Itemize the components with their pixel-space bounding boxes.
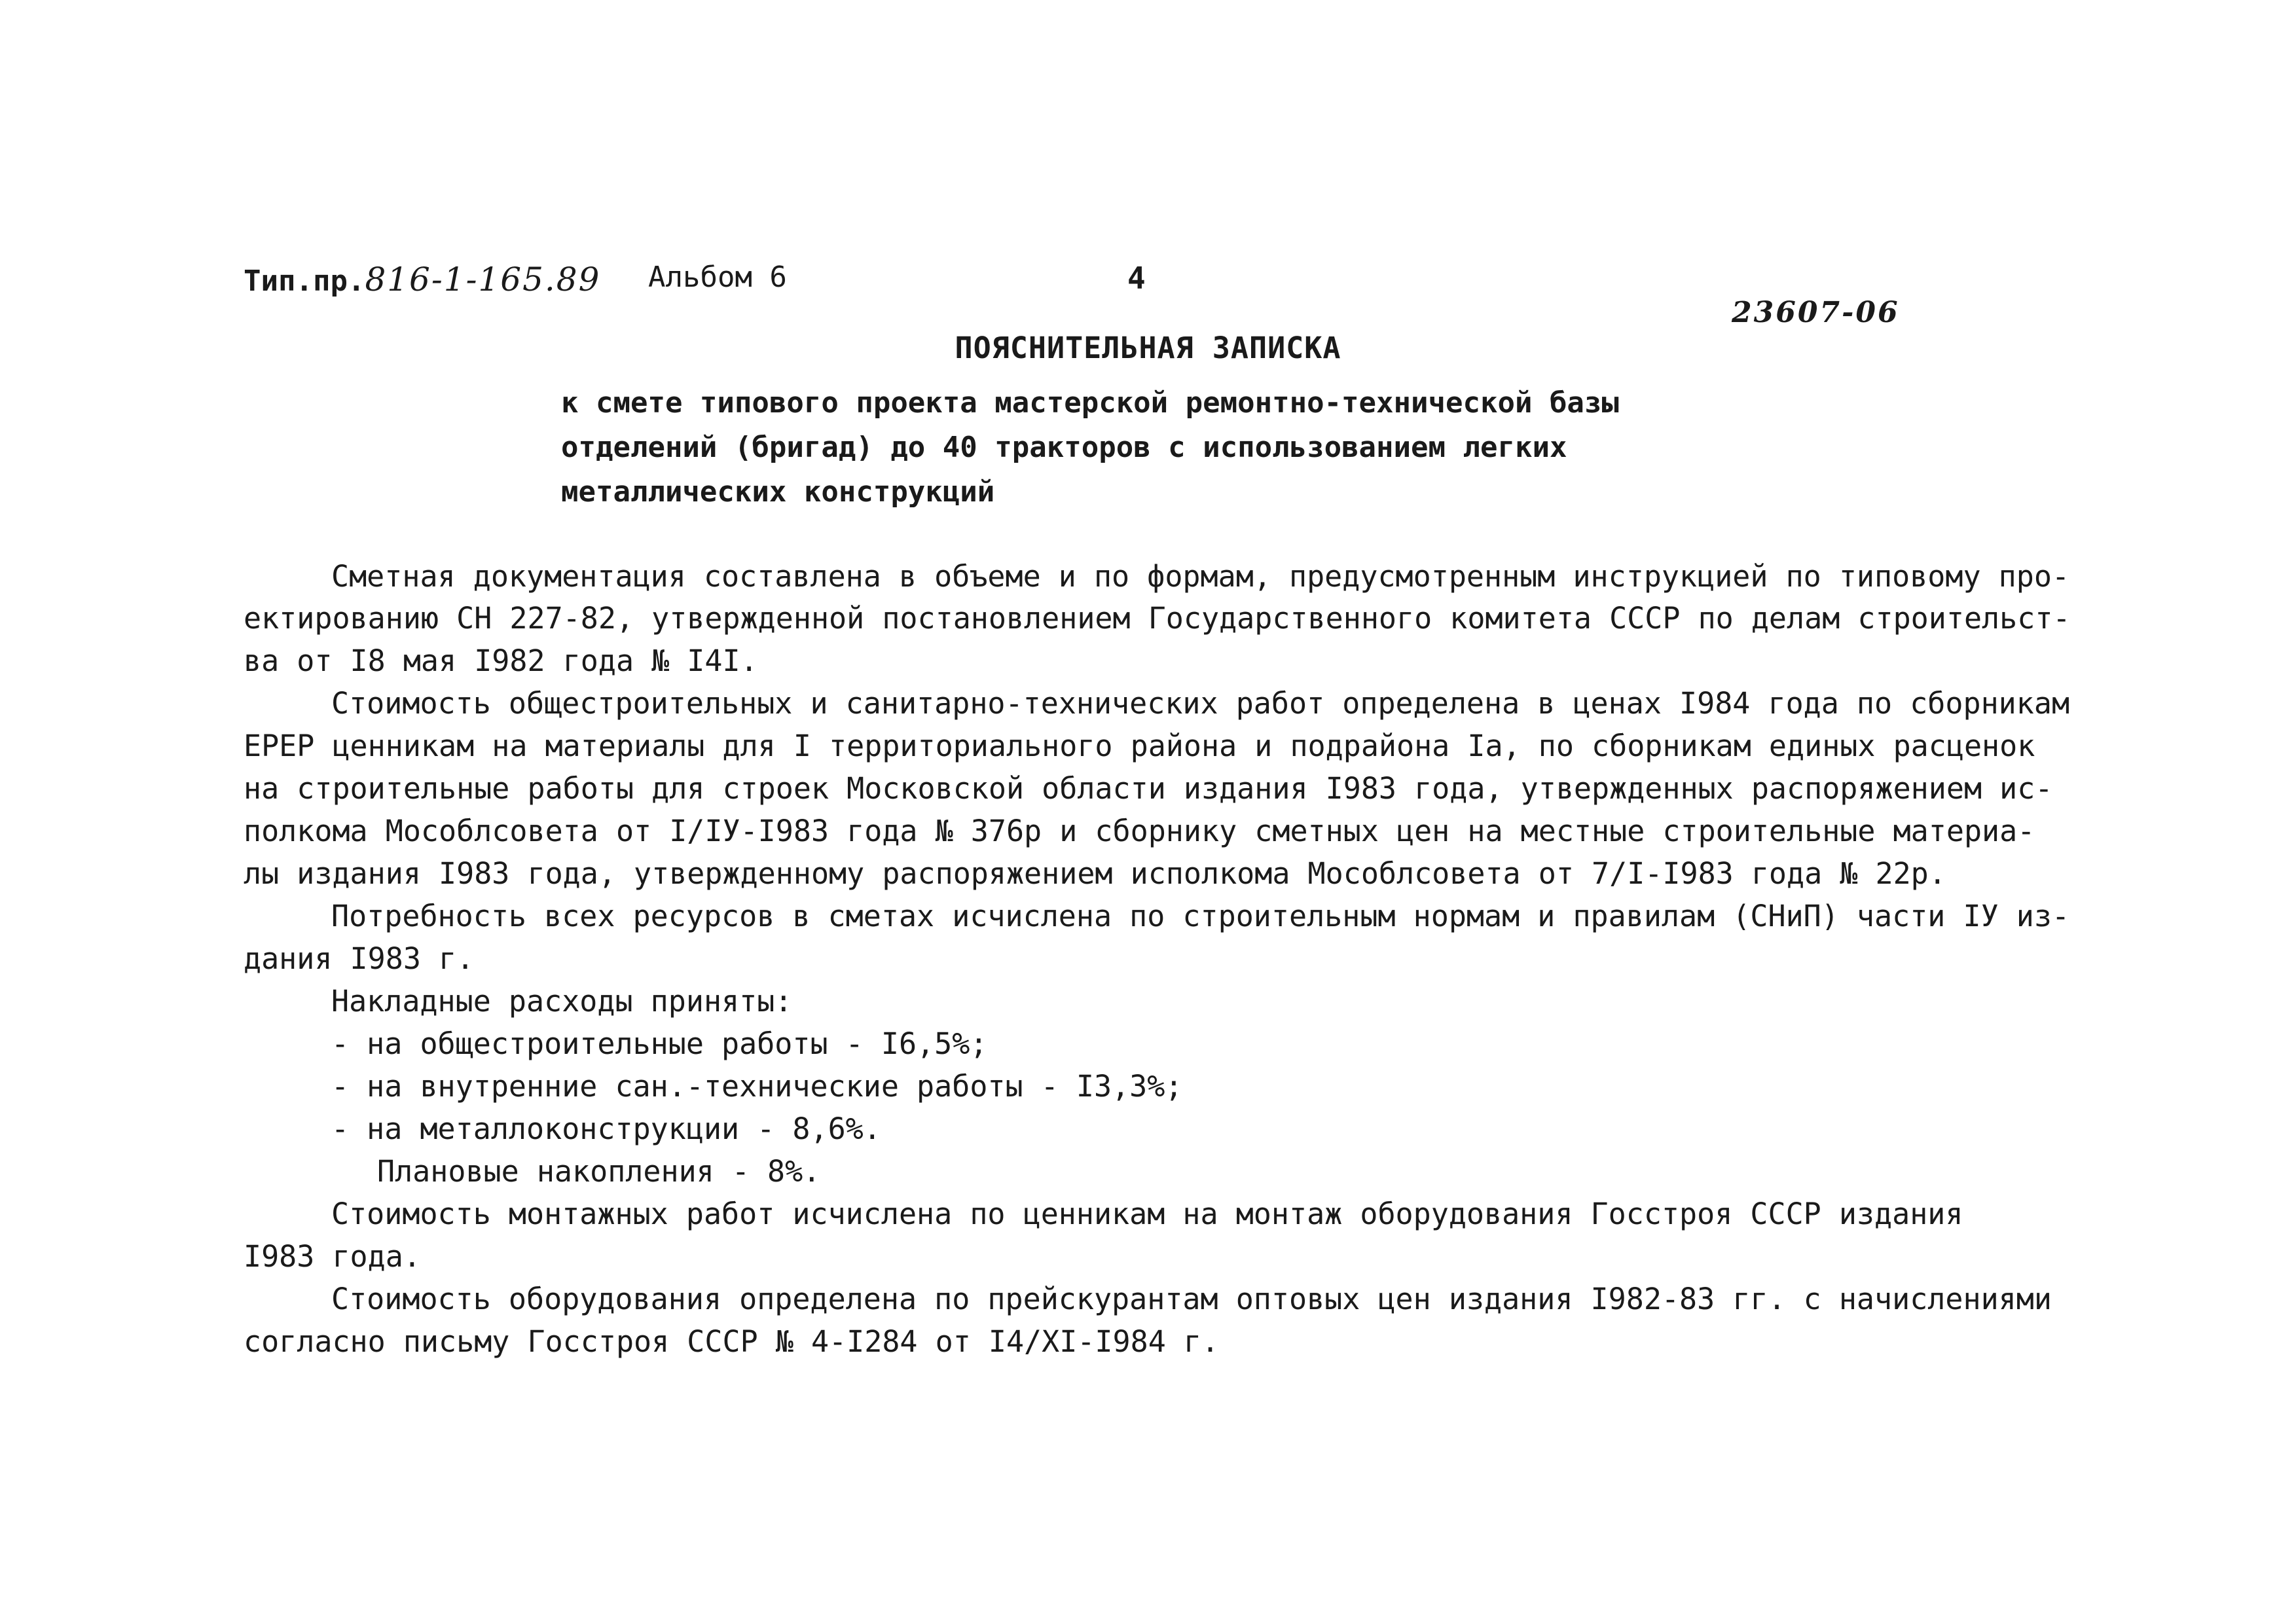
page-number: 4 [1127,261,1146,296]
list-item: - на внутренние сан.-технические работы - I3,3%; [331,1069,1183,1104]
body-line: полкома Мособлсовета от I/IУ-I983 года № 376р и сборнику сметных цен на местные строительные материа- [244,814,2035,848]
list-item: - на металлоконструкции - 8,6%. [331,1111,881,1146]
body-line: дания I983 г. [244,941,475,976]
doc-reference [244,261,600,298]
body-line: I983 года. [244,1239,421,1274]
body-line: Стоимость общестроительных и санитарно-технических работ определена в ценах I984 года по сборникам [331,686,2070,721]
album-label: Альбом 6 [648,261,787,294]
body-line: лы издания I983 года, утвержденному распоряжением исполкома Мособлсовета от 7/I-I983 года № 22р. [244,856,1946,891]
list-item: - на общестроительные работы - I6,5%; [331,1026,988,1061]
subtitle-line: отделений (бригад) до 40 тракторов с использованием легких [561,431,1567,464]
subtitle-line: металлических конструкций [561,475,995,509]
body-line: ва от I8 мая I982 года № I4I. [244,643,758,678]
body-line: Потребность всех ресурсов в сметах исчислена по строительным нормам и правилам (СНиП) части IУ из- [331,899,2070,933]
doc-ref-handwritten: 816-1-165.89 [365,261,601,298]
body-line: ЕРЕР ценникам на материалы для I территориального района и подрайона Iа, по сборникам единых расценок [244,729,2035,763]
page-title [0,331,2296,365]
page-title-text: ПОЯСНИТЕЛЬНАЯ ЗАПИСКА [955,331,1341,365]
doc-code-handwritten: 23607-06 [1732,296,1900,329]
body-line: на строительные работы для строек Московской области издания I983 года, утвержденных распоряжением ис- [244,771,2053,806]
body-line: Стоимость монтажных работ исчислена по ценникам на монтаж оборудования Госстроя СССР издания [331,1197,1963,1231]
body-line: Плановые накопления - 8%. [377,1154,821,1189]
body-line: согласно письму Госстроя СССР № 4-I284 от I4/XI-I984 г. [244,1324,1220,1359]
body-line: Накладные расходы приняты: [331,984,793,1019]
doc-ref-prefix: Тип.пр. [244,264,365,298]
body-line: ектированию СН 227-82, утвержденной постановлением Государственного комитета СССР по делам строительст- [244,601,2071,636]
subtitle-line: к смете типового проекта мастерской ремонтно-технической базы [561,386,1619,420]
body-line: Сметная документация составлена в объеме и по формам, предусмотренным инструкцией по типовому про- [331,559,2070,594]
body-line: Стоимость оборудования определена по прейскурантам оптовых цен издания I982-83 гг. с начислениями [331,1282,2052,1316]
